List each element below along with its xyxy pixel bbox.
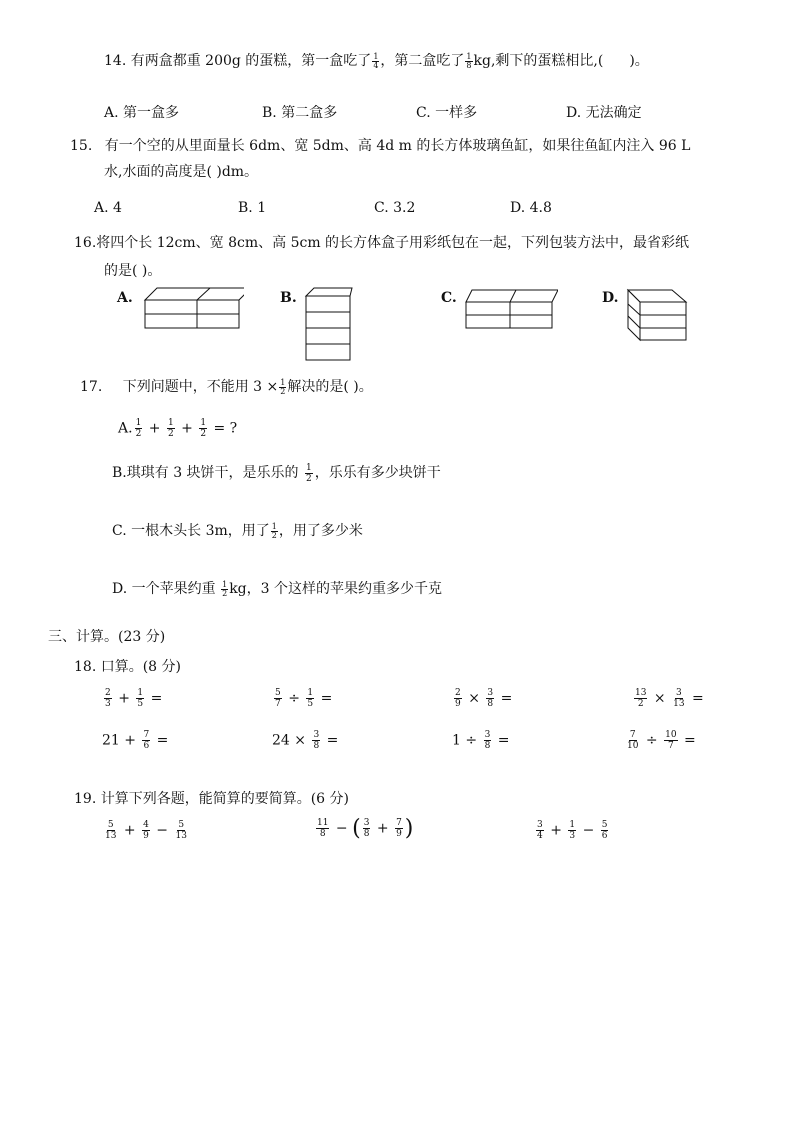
question-15 (70, 135, 690, 155)
oral-calc-item: 21 + $\frac{7}{6}$ = (102, 730, 169, 751)
fraction: $\frac{1}{2}$ (271, 521, 277, 540)
question-18-title: 18. 口算。(8 分) (74, 659, 181, 675)
fraction: $\frac{1}{2}$ (167, 418, 174, 439)
option-c[interactable]: C. 3.2 (374, 200, 416, 216)
option-b-label[interactable]: B. (280, 290, 297, 306)
question-text: 有两盒都重 200g 的蛋糕，第一盒吃了 (130, 53, 372, 69)
option-c[interactable]: C. 一样多 (416, 105, 478, 121)
box-arrangement-a (140, 284, 244, 332)
oral-calc-item: 24 × $\frac{3}{8}$ = (272, 730, 339, 751)
fraction: $\frac{1}{2}$ (306, 462, 312, 484)
option-a[interactable]: A. $\frac{1}{2}$ + $\frac{1}{2}$ + $\frac{1}{2}$ = ? (118, 418, 238, 439)
oral-calc-item: $\frac{2}{9}$ × $\frac{3}{8}$ = (455, 688, 513, 709)
oral-calc-item: $\frac{2}{3}$ + $\frac{1}{5}$ = (105, 688, 163, 709)
option-d[interactable]: D. 4.8 (510, 200, 552, 216)
option-a[interactable]: A. 4 (94, 200, 122, 216)
option-d[interactable]: D. 无法确定 (566, 105, 642, 121)
question-text-line2: 的是( )。 (104, 263, 162, 279)
calc-expression: $\frac{3}{4}$ + $\frac{1}{3}$ − $\frac{5}{6}$ (537, 820, 608, 841)
option-a-label[interactable]: A. (117, 290, 133, 306)
calc-expression: $\frac{5}{13}$ + $\frac{4}{9}$ − $\frac{5}{13}$ (105, 820, 187, 841)
question-number: 15. (70, 138, 93, 154)
fraction: $\frac{1}{2}$ (135, 418, 142, 439)
section-title: 三、计算。(23 分) (48, 629, 166, 645)
question-19-title: 19. 计算下列各题，能简算的要简算。(6 分) (74, 791, 349, 807)
question-16: 16.将四个长 12cm、宽 8cm、高 5cm 的长方体盒子用彩纸包在一起，下列包装方法中，最省彩纸 (74, 235, 690, 251)
fraction: $\frac{1}{2}$ (280, 377, 286, 396)
fraction: $\frac{1}{4}$ (373, 51, 379, 70)
fraction: $\frac{1}{8}$ (466, 51, 472, 70)
question-text-line2: 水,水面的高度是( )dm。 (104, 164, 259, 180)
question-14: 14. 有两盒都重 200g 的蛋糕，第一盒吃了 $\frac{1}{4}$ ，第二盒吃了 $\frac{1}{8}$ kg,剩下的蛋糕相比,( )。 (104, 51, 649, 70)
oral-calc-item: $\frac{13}{2}$ × $\frac{3}{13}$ = (635, 688, 704, 709)
fraction: $\frac{1}{2}$ (200, 418, 207, 439)
option-d[interactable]: D. 一个苹果约重 $\frac{1}{2}$ kg，3 个这样的苹果约重多少千克 (112, 579, 442, 598)
option-d-label[interactable]: D. (602, 290, 619, 306)
option-b[interactable]: B. 第二盒多 (262, 105, 338, 121)
question-text: 下列问题中，不能用 3 × (122, 379, 279, 395)
question-number: 17. (80, 379, 103, 395)
oral-calc-item: $\frac{7}{10}$ ÷ $\frac{10}{7}$ = (627, 730, 696, 751)
box-arrangement-b (300, 286, 356, 364)
calc-expression: $\frac{11}{8}$ − ( $\frac{3}{8}$ + $\frac{7}{9}$ ) (317, 816, 414, 841)
fraction: $\frac{1}{2}$ (222, 579, 228, 598)
question-17: 17. 下列问题中，不能用 3 × $\frac{1}{2}$ 解决的是( )。 (80, 377, 373, 396)
option-b[interactable]: B. 1 (238, 200, 267, 216)
box-arrangement-c (462, 284, 558, 332)
option-c[interactable]: C. 一根木头长 3m，用了 $\frac{1}{2}$ ，用了多少米 (112, 521, 363, 540)
option-b[interactable]: B.琪琪有 3 块饼干，是乐乐的 $\frac{1}{2}$ ，乐乐有多少块饼干 (112, 462, 441, 484)
oral-calc-item: $\frac{5}{7}$ ÷ $\frac{1}{5}$ = (275, 688, 333, 709)
question-text: 有一个空的从里面量长 6dm、宽 5dm、高 4d m 的长方体玻璃鱼缸，如果往鱼缸内注入 96 L (104, 138, 691, 154)
option-c-label[interactable]: C. (441, 290, 457, 306)
option-a[interactable]: A. 第一盒多 (104, 105, 180, 121)
oral-calc-item: 1 ÷ $\frac{3}{8}$ = (452, 730, 510, 751)
box-arrangement-d (624, 284, 690, 344)
question-number: 14. (104, 53, 127, 69)
